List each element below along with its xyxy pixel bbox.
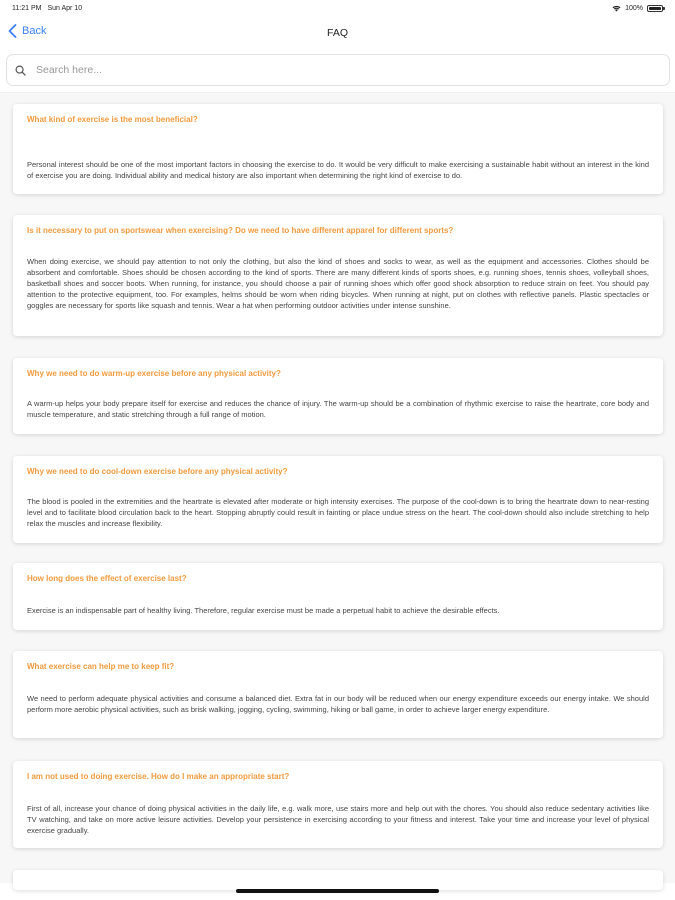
- faq-list[interactable]: [0, 93, 675, 883]
- faq-answer: We need to perform adequate physical activities and consume a balanced diet. Extra fat in our body will be reduced when our energy expenditure exceeds our energy intake. We should perform more aerobic physical activities, such as brisk walking, jogging, cycling, swimming, hiking or ball game, in order to achieve larger energy expenditure.: [27, 694, 649, 714]
- back-label: Back: [22, 25, 47, 37]
- wifi-icon: [612, 5, 621, 12]
- faq-card[interactable]: [13, 651, 663, 738]
- nav-bar: [0, 18, 675, 48]
- battery-percent: 100%: [625, 4, 643, 12]
- faq-card[interactable]: [13, 563, 663, 630]
- status-time: 11:21 PM: [12, 4, 42, 12]
- page-title: FAQ: [326, 27, 348, 39]
- faq-question: Why we need to do warm-up exercise before any physical activity?: [27, 369, 281, 378]
- back-button[interactable]: [8, 24, 46, 38]
- faq-answer: First of all, increase your chance of doing physical activities in the daily life, e.g. walk more, use stairs more and help out with the chores. You should also reduce sedentary activities like TV watching, and take on more active leisure activities. Develop your persistence in exercising according to your fitness and interest. Take your time and increase your level of physical exercise gradually.: [27, 804, 649, 835]
- faq-answer: When doing exercise, we should pay attention to not only the clothing, but also the kind of shoes and socks to wear, as well as the equipment and accessories. Clothes should be absorbent and comfortable. Shoes should be chosen according to the kind of sports. There are many different kinds of sports shoes, e.g. running shoes, tennis shoes, volleyball shoes, basketball shoes and soccer boots. When running, for instance, you should choose a pair of running shoes which offer good shock absorption to reduce strain on feet. You should pay attention to the protective equipment, too. For examples, helms should be worn when riding bicycles. When running at night, put on clothes with reflective panels. Plastic spectacles or goggles are necessary for sports like squash and tennis. Wear a hat when performing outdoor activities under intense sunshine.: [27, 257, 649, 310]
- faq-question: I am not used to doing exercise. How do I make an appropriate start?: [27, 772, 290, 781]
- faq-question: Is it necessary to put on sportswear when exercising? Do we need to have different apparel for different sports?: [27, 226, 454, 235]
- chevron-left-icon: [8, 24, 17, 38]
- faq-question: How long does the effect of exercise last?: [27, 574, 187, 583]
- search-input[interactable]: [36, 64, 636, 76]
- faq-card[interactable]: [13, 358, 663, 434]
- faq-question: What kind of exercise is the most beneficial?: [27, 115, 198, 124]
- faq-card[interactable]: [13, 215, 663, 336]
- faq-answer: Exercise is an indispensable part of healthy living. Therefore, regular exercise must be made a perpetual habit to achieve the desirable effects.: [27, 606, 500, 615]
- status-date: Sun Apr 10: [47, 4, 83, 12]
- search-bar[interactable]: [6, 54, 670, 86]
- faq-card[interactable]: [13, 761, 663, 848]
- faq-answer: A warm-up helps your body prepare itself for exercise and reduces the chance of injury. The warm-up should be a combination of rhythmic exercise to raise the heartrate, core body and muscle temperature, and static stretching through a full range of motion.: [27, 399, 649, 419]
- faq-question: What exercise can help me to keep fit?: [27, 662, 175, 671]
- faq-card-partial[interactable]: [13, 870, 663, 890]
- faq-question: Why we need to do cool-down exercise before any physical activity?: [27, 467, 288, 476]
- faq-card[interactable]: [13, 104, 663, 194]
- search-icon: [15, 65, 26, 76]
- status-bar: [0, 0, 675, 16]
- status-right: [612, 5, 663, 12]
- faq-answer: Personal interest should be one of the most important factors in choosing the exercise to do. It would be very difficult to make exercising a sustainable habit without an interest in the kind of exercise you are doing. Individual ability and medical history are also important when determining the right kind of exercise to do.: [27, 160, 649, 180]
- home-indicator[interactable]: [236, 889, 439, 893]
- faq-answer: The blood is pooled in the extremities and the heartrate is elevated after moderate or high intensity exercises. The purpose of the cool-down is to bring the heartrate down to near-resting level and to facilitate blood circulation back to the heart. Stopping abruptly could result in fainting or place undue stress on the heart. The cool-down should also include stretching to help relax the muscles and increase flexibility.: [27, 497, 649, 528]
- faq-card[interactable]: [13, 456, 663, 543]
- battery-icon: [647, 5, 663, 12]
